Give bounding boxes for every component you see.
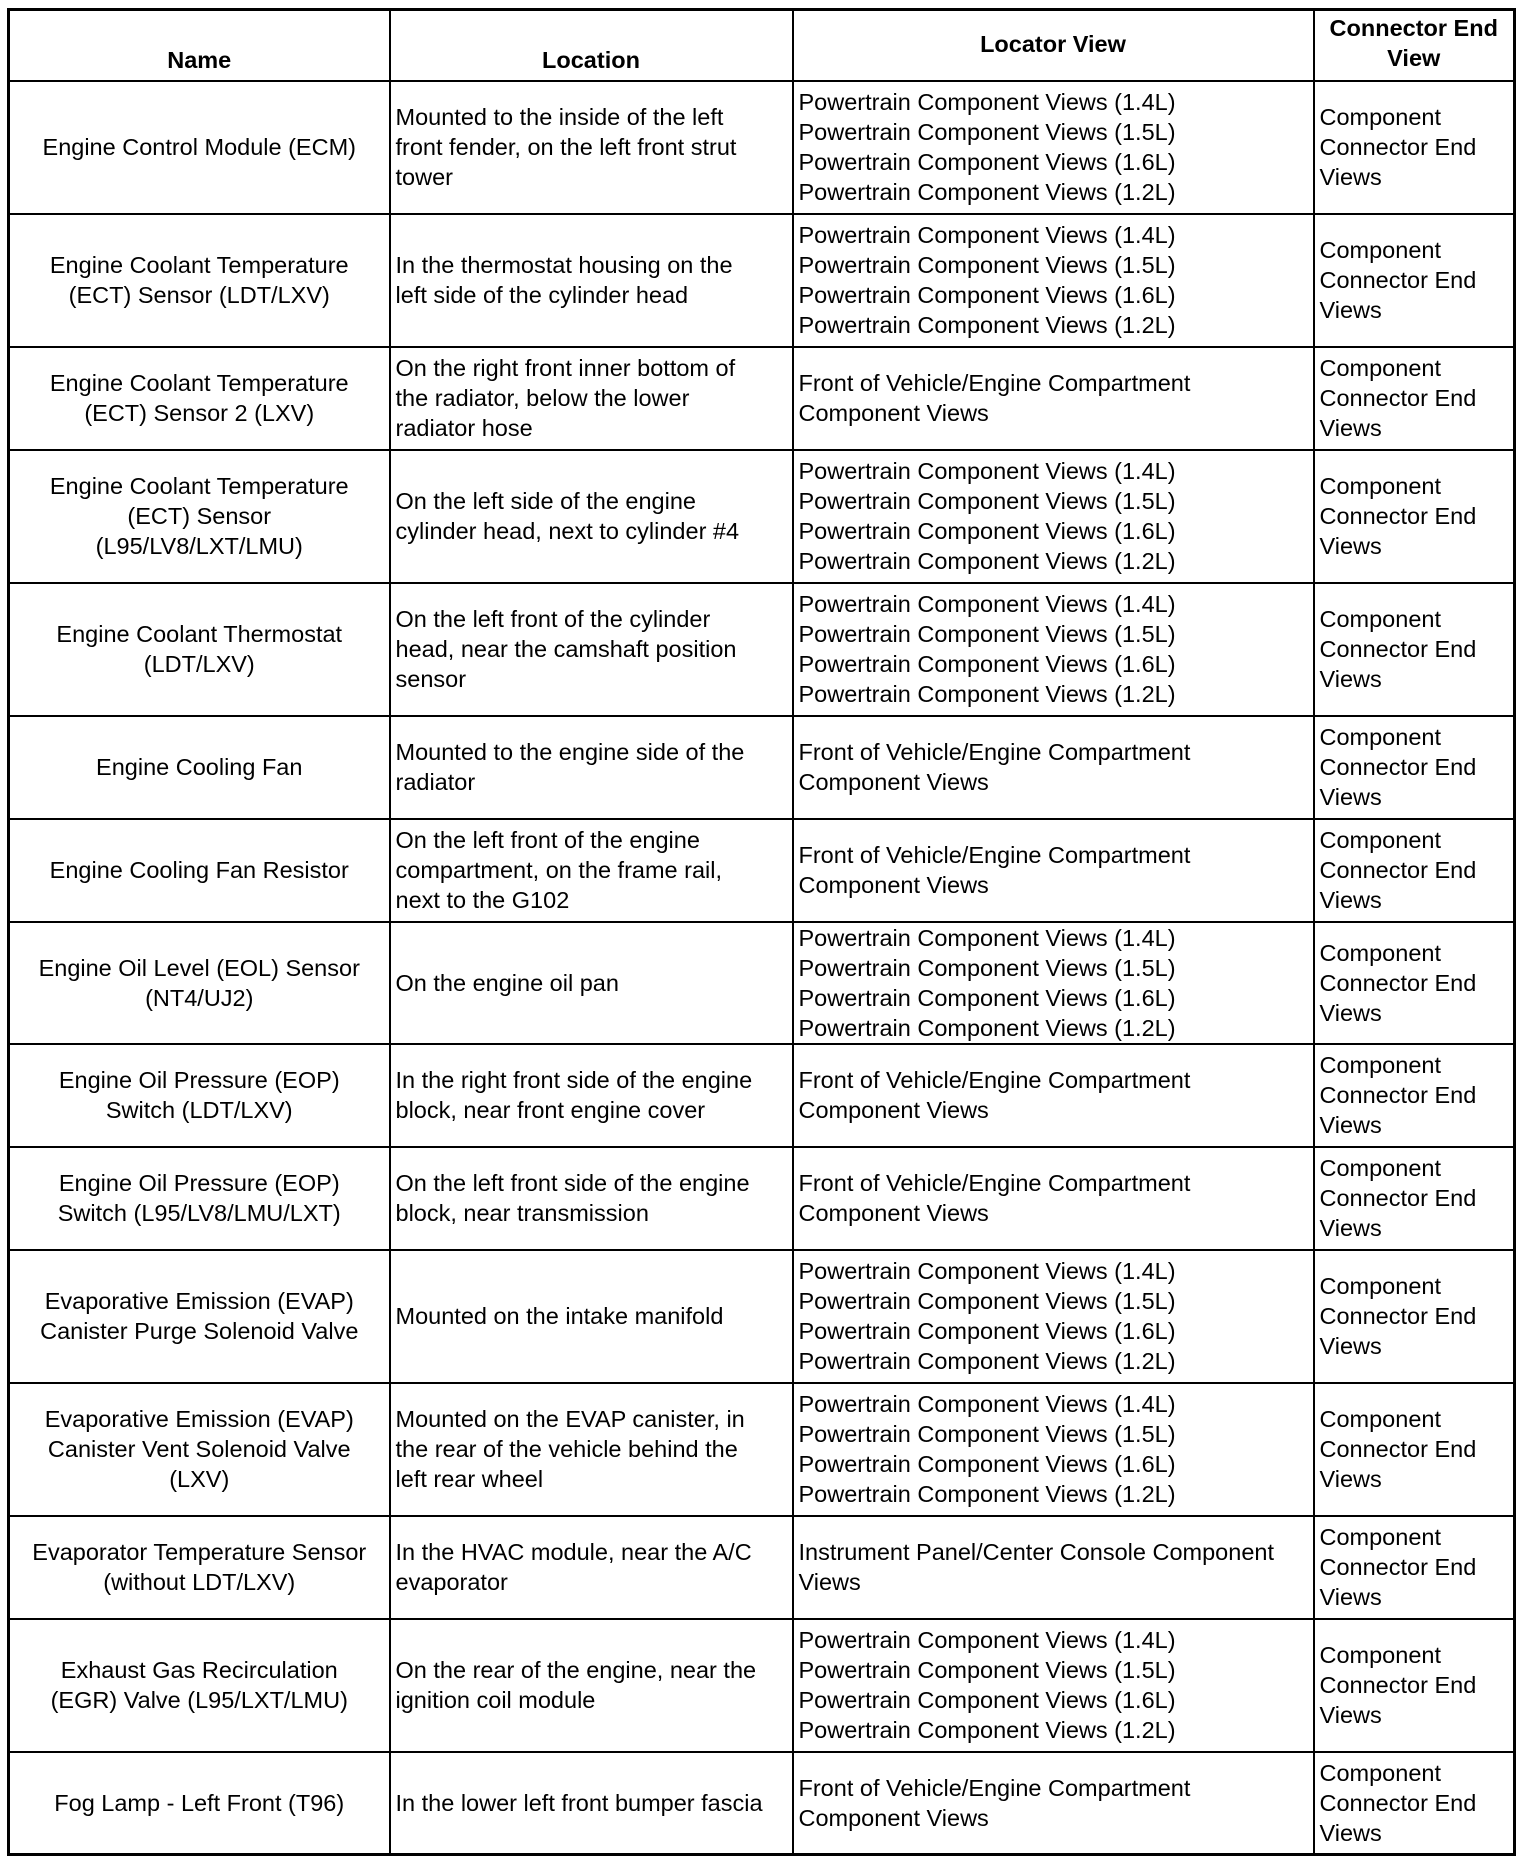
- table-row: [9, 214, 1515, 347]
- cell-text-line: Powertrain Component Views (1.2L): [798, 1014, 1176, 1041]
- cell-text-line: Connector End: [1319, 1436, 1477, 1462]
- component-locator-table: [7, 8, 1516, 1856]
- cell-text-line: Views: [1319, 533, 1382, 559]
- cell-text-line: Component: [1319, 473, 1441, 499]
- cell-text-line: Connector End: [1319, 1554, 1477, 1580]
- cell-text-line: ignition coil module: [395, 1687, 596, 1713]
- locator-view-cell: [793, 583, 1314, 716]
- cell-text-line: (L95/LV8/LXT/LMU): [95, 533, 303, 559]
- cell-text-line: Component: [1319, 355, 1441, 381]
- cell-text-line: Engine Coolant Temperature: [49, 252, 349, 278]
- cell-text-line: Front of Vehicle/Engine Compartment: [798, 1170, 1191, 1196]
- cell-text-line: Powertrain Component Views (1.6L): [798, 1451, 1176, 1477]
- connector-end-view-cell: [1314, 450, 1515, 583]
- cell-text-line: evaporator: [395, 1569, 508, 1595]
- cell-text-line: Exhaust Gas Recirculation: [60, 1657, 338, 1683]
- connector-end-view-cell: [1314, 1752, 1515, 1855]
- cell-text-line: Connector End: [1319, 636, 1477, 662]
- cell-text-line: Component: [1319, 939, 1441, 966]
- cell-text-line: (LDT/LXV): [143, 651, 255, 677]
- cell-text-line: block, near front engine cover: [395, 1097, 706, 1123]
- cell-text-line: Component Views: [798, 872, 989, 898]
- cell-text-line: (ECT) Sensor (LDT/LXV): [68, 282, 330, 308]
- cell-text-line: Connector End: [1319, 1672, 1477, 1698]
- name-cell: [9, 450, 390, 583]
- cell-text-line: Engine Oil Pressure (EOP): [58, 1067, 340, 1093]
- header-location: Location: [390, 10, 793, 81]
- cell-text-line: Powertrain Component Views (1.4L): [798, 1391, 1176, 1417]
- cell-text-line: Connector End: [1319, 1185, 1477, 1211]
- cell-text-line: the radiator, below the lower: [395, 385, 690, 411]
- cell-text-line: Powertrain Component Views (1.6L): [798, 518, 1176, 544]
- connector-end-view-cell: [1314, 922, 1515, 1044]
- connector-end-view-cell: [1314, 347, 1515, 450]
- cell-text-line: Powertrain Component Views (1.5L): [798, 119, 1176, 145]
- table-row: [9, 716, 1515, 819]
- table-body: [9, 81, 1515, 1855]
- cell-text-line: Front of Vehicle/Engine Compartment: [798, 842, 1191, 868]
- name-cell: [9, 1147, 390, 1250]
- cell-text-line: Powertrain Component Views (1.2L): [798, 312, 1176, 338]
- cell-text-line: left side of the cylinder head: [395, 282, 689, 308]
- cell-text-line: Engine Control Module (ECM): [42, 134, 356, 160]
- cell-text-line: Views: [1319, 164, 1382, 190]
- cell-text-line: Component: [1319, 827, 1441, 853]
- cell-text-line: sensor: [395, 666, 467, 692]
- cell-text-line: Switch (LDT/LXV): [105, 1097, 293, 1123]
- table-row: [9, 819, 1515, 922]
- locator-view-cell: [793, 450, 1314, 583]
- connector-end-view-cell: [1314, 81, 1515, 214]
- locator-view-cell: [793, 1752, 1314, 1855]
- cell-text-line: Powertrain Component Views (1.5L): [798, 1288, 1176, 1314]
- cell-text-line: Instrument Panel/Center Console Component: [798, 1539, 1274, 1565]
- cell-text-line: Views: [798, 1569, 861, 1595]
- table-row: [9, 450, 1515, 583]
- location-cell: [390, 716, 793, 819]
- cell-text-line: Powertrain Component Views (1.2L): [798, 548, 1176, 574]
- cell-text-line: tower: [395, 164, 453, 190]
- location-cell: [390, 450, 793, 583]
- cell-text-line: Component: [1319, 606, 1441, 632]
- component-locator-table-wrapper: [7, 8, 1513, 1856]
- locator-view-cell: [793, 347, 1314, 450]
- connector-end-view-cell: [1314, 1044, 1515, 1147]
- cell-text-line: Views: [1319, 1215, 1382, 1241]
- cell-text-line: (NT4/UJ2): [145, 984, 254, 1011]
- location-cell: [390, 922, 793, 1044]
- locator-view-cell: [793, 1383, 1314, 1516]
- cell-text-line: Component: [1319, 1524, 1441, 1550]
- location-cell: [390, 1752, 793, 1855]
- cell-text-line: Mounted to the engine side of the: [395, 739, 745, 765]
- name-cell: [9, 819, 390, 922]
- cell-text-line: Powertrain Component Views (1.5L): [798, 954, 1176, 981]
- cell-text-line: Component: [1319, 237, 1441, 263]
- cell-text-line: (ECT) Sensor: [127, 503, 272, 529]
- location-cell: [390, 1383, 793, 1516]
- connector-end-view-cell: [1314, 1250, 1515, 1383]
- cell-text-line: Powertrain Component Views (1.6L): [798, 1318, 1176, 1344]
- cell-text-line: On the left front side of the engine: [395, 1170, 750, 1196]
- name-cell: [9, 347, 390, 450]
- cell-text-line: Component: [1319, 1273, 1441, 1299]
- cell-text-line: Powertrain Component Views (1.4L): [798, 89, 1176, 115]
- cell-text-line: Component: [1319, 104, 1441, 130]
- cell-text-line: Mounted on the intake manifold: [395, 1303, 724, 1329]
- cell-text-line: Engine Cooling Fan Resistor: [49, 857, 349, 883]
- cell-text-line: front fender, on the left front strut: [395, 134, 737, 160]
- cell-text-line: Powertrain Component Views (1.4L): [798, 458, 1176, 484]
- locator-view-cell: [793, 1516, 1314, 1619]
- locator-view-cell: [793, 214, 1314, 347]
- cell-text-line: cylinder head, next to cylinder #4: [395, 518, 740, 544]
- cell-text-line: Connector End: [1319, 754, 1477, 780]
- cell-text-line: Fog Lamp - Left Front (T96): [54, 1789, 345, 1816]
- cell-text-line: Views: [1319, 1584, 1382, 1610]
- cell-text-line: (without LDT/LXV): [103, 1569, 296, 1595]
- cell-text-line: Powertrain Component Views (1.6L): [798, 1687, 1176, 1713]
- name-cell: [9, 583, 390, 716]
- cell-text-line: Component: [1319, 1406, 1441, 1432]
- cell-text-line: Component: [1319, 724, 1441, 750]
- cell-text-line: Mounted to the inside of the left: [395, 104, 724, 130]
- cell-text-line: Connector End: [1319, 969, 1477, 996]
- cell-text-line: the rear of the vehicle behind the: [395, 1436, 738, 1462]
- header-name: Name: [9, 10, 390, 81]
- cell-text-line: In the HVAC module, near the A/C: [395, 1539, 752, 1565]
- cell-text-line: Evaporative Emission (EVAP): [44, 1288, 354, 1314]
- cell-text-line: Evaporator Temperature Sensor: [32, 1539, 367, 1565]
- location-cell: [390, 1516, 793, 1619]
- cell-text-line: Evaporative Emission (EVAP): [44, 1406, 354, 1432]
- locator-view-cell: [793, 819, 1314, 922]
- name-cell: [9, 1383, 390, 1516]
- connector-end-view-cell: [1314, 819, 1515, 922]
- cell-text-line: Views: [1319, 1466, 1382, 1492]
- name-cell: [9, 1044, 390, 1147]
- cell-text-line: Engine Cooling Fan: [96, 754, 303, 780]
- cell-text-line: Views: [1319, 415, 1382, 441]
- locator-view-cell: [793, 81, 1314, 214]
- cell-text-line: In the lower left front bumper fascia: [395, 1789, 763, 1816]
- cell-text-line: Canister Vent Solenoid Valve: [47, 1436, 351, 1462]
- name-cell: [9, 214, 390, 347]
- cell-text-line: Component Views: [798, 1200, 989, 1226]
- cell-text-line: Front of Vehicle/Engine Compartment: [798, 1067, 1191, 1093]
- cell-text-line: Powertrain Component Views (1.2L): [798, 179, 1176, 205]
- cell-text-line: (ECT) Sensor 2 (LXV): [84, 400, 315, 426]
- cell-text-line: Component: [1319, 1642, 1441, 1668]
- cell-text-line: left rear wheel: [395, 1466, 544, 1492]
- table-row: [9, 583, 1515, 716]
- cell-text-line: Views: [1319, 999, 1382, 1026]
- cell-text-line: Views: [1319, 666, 1382, 692]
- location-cell: [390, 347, 793, 450]
- cell-text-line: Views: [1319, 1702, 1382, 1728]
- cell-text-line: Connector End: [1319, 857, 1477, 883]
- connector-end-view-cell: [1314, 583, 1515, 716]
- cell-text-line: Powertrain Component Views (1.6L): [798, 984, 1176, 1011]
- connector-end-view-cell: [1314, 1619, 1515, 1752]
- table-row: [9, 1250, 1515, 1383]
- cell-text-line: Component: [1319, 1759, 1441, 1786]
- name-cell: [9, 81, 390, 214]
- table-row: [9, 922, 1515, 1044]
- header-row: [9, 10, 1515, 81]
- cell-text-line: Component: [1319, 1155, 1441, 1181]
- cell-text-line: Powertrain Component Views (1.6L): [798, 651, 1176, 677]
- cell-text-line: Engine Oil Pressure (EOP): [58, 1170, 340, 1196]
- cell-text-line: head, near the camshaft position: [395, 636, 737, 662]
- cell-text-line: On the engine oil pan: [395, 969, 619, 996]
- cell-text-line: Component: [1319, 1052, 1441, 1078]
- cell-text-line: compartment, on the frame rail,: [395, 857, 723, 883]
- locator-view-cell: [793, 1147, 1314, 1250]
- cell-text-line: Powertrain Component Views (1.2L): [798, 1481, 1176, 1507]
- cell-text-line: Powertrain Component Views (1.2L): [798, 1348, 1176, 1374]
- cell-text-line: Component Views: [798, 1804, 989, 1831]
- locator-view-cell: [793, 1250, 1314, 1383]
- cell-text-line: In the thermostat housing on the: [395, 252, 733, 278]
- location-cell: [390, 214, 793, 347]
- cell-text-line: Connector End: [1319, 267, 1477, 293]
- table-row: [9, 1147, 1515, 1250]
- connector-end-view-cell: [1314, 1147, 1515, 1250]
- cell-text-line: Powertrain Component Views (1.5L): [798, 1657, 1176, 1683]
- cell-text-line: radiator hose: [395, 415, 533, 441]
- name-cell: [9, 1619, 390, 1752]
- cell-text-line: Views: [1319, 1819, 1382, 1846]
- connector-end-view-cell: [1314, 1516, 1515, 1619]
- location-cell: [390, 1250, 793, 1383]
- cell-text-line: On the left front of the engine: [395, 827, 700, 853]
- cell-text-line: Views: [1319, 784, 1382, 810]
- table-row: [9, 81, 1515, 214]
- cell-text-line: Engine Oil Level (EOL) Sensor: [38, 954, 360, 981]
- cell-text-line: (EGR) Valve (L95/LXT/LMU): [50, 1687, 348, 1713]
- header-locator-view: Locator View: [793, 10, 1314, 81]
- cell-text-line: Front of Vehicle/Engine Compartment: [798, 370, 1191, 396]
- cell-text-line: On the left front of the cylinder: [395, 606, 711, 632]
- cell-text-line: Component Views: [798, 769, 989, 795]
- cell-text-line: Views: [1319, 297, 1382, 323]
- cell-text-line: radiator: [395, 769, 476, 795]
- table-row: [9, 1752, 1515, 1855]
- cell-text-line: Powertrain Component Views (1.5L): [798, 1421, 1176, 1447]
- cell-text-line: Powertrain Component Views (1.2L): [798, 681, 1176, 707]
- cell-text-line: Connector End: [1319, 385, 1477, 411]
- cell-text-line: On the rear of the engine, near the: [395, 1657, 757, 1683]
- table-row: [9, 1383, 1515, 1516]
- connector-end-view-cell: [1314, 1383, 1515, 1516]
- cell-text-line: (LXV): [169, 1466, 230, 1492]
- cell-text-line: Engine Coolant Temperature: [49, 473, 349, 499]
- cell-text-line: Views: [1319, 887, 1382, 913]
- cell-text-line: Engine Coolant Temperature: [49, 370, 349, 396]
- table-row: [9, 347, 1515, 450]
- connector-end-view-cell: [1314, 716, 1515, 819]
- cell-text-line: Powertrain Component Views (1.4L): [798, 1258, 1176, 1284]
- cell-text-line: Component Views: [798, 1097, 989, 1123]
- cell-text-line: Powertrain Component Views (1.5L): [798, 488, 1176, 514]
- cell-text-line: Canister Purge Solenoid Valve: [40, 1318, 359, 1344]
- cell-text-line: On the left side of the engine: [395, 488, 696, 514]
- table-row: [9, 1044, 1515, 1147]
- cell-text-line: Powertrain Component Views (1.6L): [798, 149, 1176, 175]
- cell-text-line: Front of Vehicle/Engine Compartment: [798, 739, 1191, 765]
- cell-text-line: In the right front side of the engine: [395, 1067, 753, 1093]
- location-cell: [390, 1147, 793, 1250]
- name-cell: [9, 922, 390, 1044]
- cell-text-line: Mounted on the EVAP canister, in: [395, 1406, 745, 1432]
- cell-text-line: next to the G102: [395, 887, 570, 913]
- table-row: [9, 1516, 1515, 1619]
- cell-text-line: Switch (L95/LV8/LMU/LXT): [57, 1200, 341, 1226]
- name-cell: [9, 1516, 390, 1619]
- location-cell: [390, 1044, 793, 1147]
- cell-text-line: Powertrain Component Views (1.4L): [798, 591, 1176, 617]
- cell-text-line: Connector End: [1319, 1303, 1477, 1329]
- cell-text-line: Powertrain Component Views (1.5L): [798, 621, 1176, 647]
- cell-text-line: Views: [1319, 1112, 1382, 1138]
- cell-text-line: On the right front inner bottom of: [395, 355, 736, 381]
- location-cell: [390, 81, 793, 214]
- cell-text-line: Powertrain Component Views (1.6L): [798, 282, 1176, 308]
- cell-text-line: Powertrain Component Views (1.2L): [798, 1717, 1176, 1743]
- connector-end-view-cell: [1314, 214, 1515, 347]
- locator-view-cell: [793, 1619, 1314, 1752]
- cell-text-line: Component Views: [798, 400, 989, 426]
- location-cell: [390, 1619, 793, 1752]
- name-cell: [9, 1752, 390, 1855]
- locator-view-cell: [793, 922, 1314, 1044]
- table-row: [9, 1619, 1515, 1752]
- cell-text-line: Powertrain Component Views (1.5L): [798, 252, 1176, 278]
- cell-text-line: Connector End: [1319, 1082, 1477, 1108]
- cell-text-line: Connector End: [1319, 503, 1477, 529]
- cell-text-line: Views: [1319, 1333, 1382, 1359]
- locator-view-cell: [793, 716, 1314, 819]
- location-cell: [390, 819, 793, 922]
- cell-text-line: Engine Coolant Thermostat: [56, 621, 343, 647]
- cell-text-line: block, near transmission: [395, 1200, 649, 1226]
- name-cell: [9, 1250, 390, 1383]
- locator-view-cell: [793, 1044, 1314, 1147]
- header-connector-end-view: Connector End View: [1314, 10, 1515, 81]
- location-cell: [390, 583, 793, 716]
- name-cell: [9, 716, 390, 819]
- cell-text-line: Powertrain Component Views (1.4L): [798, 1627, 1176, 1653]
- cell-text-line: Powertrain Component Views (1.4L): [798, 924, 1176, 951]
- cell-text-line: Powertrain Component Views (1.4L): [798, 222, 1176, 248]
- cell-text-line: Front of Vehicle/Engine Compartment: [798, 1774, 1191, 1801]
- cell-text-line: Connector End: [1319, 1789, 1477, 1816]
- cell-text-line: Connector End: [1319, 134, 1477, 160]
